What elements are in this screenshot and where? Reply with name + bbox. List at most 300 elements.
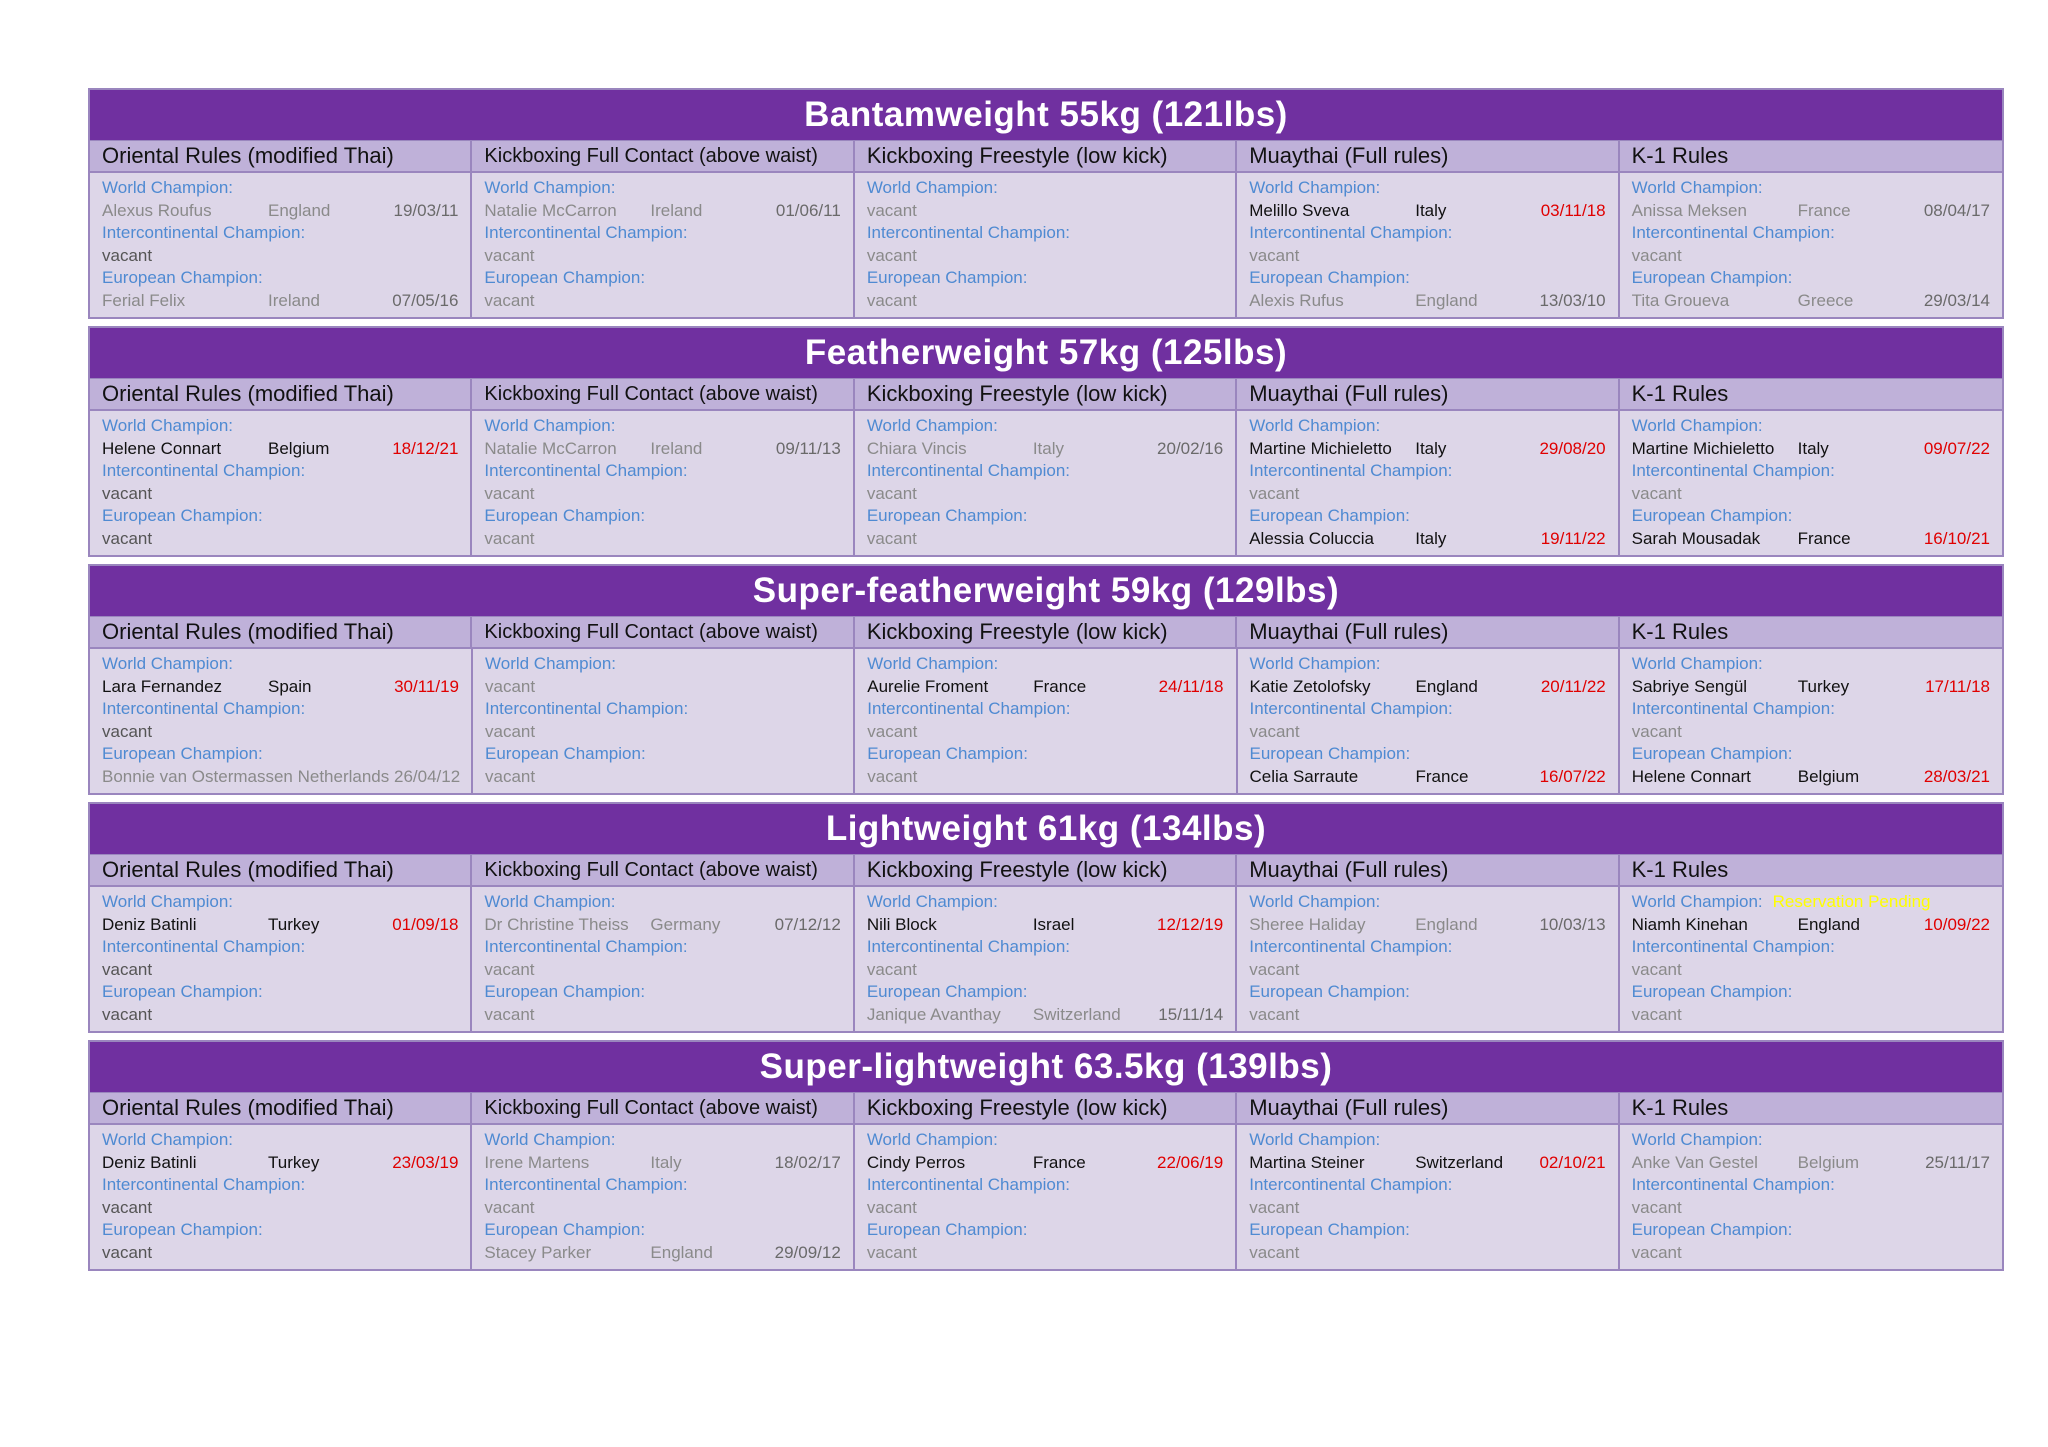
vacant-text: vacant [484, 483, 535, 503]
champions-cell [90, 649, 473, 793]
title-date: 10/03/13 [1539, 914, 1606, 934]
weight-division [88, 1040, 2004, 1271]
rules-header: Muaythai (Full rules) [1237, 617, 1619, 647]
champion-name: Deniz Batinli [102, 914, 197, 934]
champion-name: Anke Van Gestel [1631, 1152, 1758, 1172]
champion-name: Natalie McCarron [484, 438, 617, 458]
european-champion-label [484, 267, 840, 290]
european-champion-label-text: European Champion: [102, 982, 263, 1001]
intercontinental-champion [102, 483, 458, 506]
vacant-text: vacant [1249, 1004, 1300, 1024]
champion-country: Ireland [650, 438, 703, 458]
rules-header-row [90, 378, 2002, 411]
european-champion-label [1632, 505, 1990, 528]
world-champion-label [1249, 415, 1605, 438]
intercontinental-champion-label [102, 460, 458, 483]
intercontinental-champion-label [484, 1174, 840, 1197]
champion-name: Stacey Parker [484, 1242, 592, 1262]
vacant-text: vacant [867, 766, 918, 786]
vacant-text: vacant [102, 528, 153, 548]
champion-country: Switzerland [1415, 1152, 1504, 1172]
european-champion-label [1632, 981, 1990, 1004]
champion-name: Cindy Perros [866, 1152, 966, 1172]
intercontinental-champion-label [1249, 936, 1605, 959]
champion-name: Nili Block [866, 914, 937, 934]
world-champion [1249, 914, 1605, 937]
intercontinental-champion-label-text: Intercontinental Champion: [1249, 1175, 1453, 1194]
title-rankings-page [88, 88, 2004, 1278]
rules-header: Kickboxing Freestyle (low kick) [855, 1093, 1237, 1123]
european-champion-label-text: European Champion: [102, 1220, 263, 1239]
intercontinental-champion-label [867, 460, 1223, 483]
world-champion-label [1632, 653, 1990, 676]
intercontinental-champion [102, 1197, 458, 1220]
vacant-text: vacant [1249, 721, 1300, 741]
intercontinental-champion-label [867, 698, 1223, 721]
european-champion-label [867, 743, 1223, 766]
title-date: 09/07/22 [1923, 438, 1991, 458]
european-champion [1632, 766, 1990, 789]
world-champion-label [1632, 415, 1990, 438]
champion-name: Alessia Coluccia [1249, 528, 1374, 548]
intercontinental-champion-label-text: Intercontinental Champion: [102, 223, 306, 242]
champions-cell [90, 1125, 472, 1269]
rules-header: Muaythai (Full rules) [1237, 1093, 1619, 1123]
title-date: 23/03/19 [392, 1152, 459, 1172]
european-champion [102, 1242, 458, 1265]
title-date: 07/12/12 [774, 914, 841, 934]
european-champion [102, 528, 458, 551]
world-champion [1249, 200, 1605, 223]
european-champion [867, 1242, 1223, 1265]
champions-cell [1620, 1125, 2002, 1269]
intercontinental-champion-label-text: Intercontinental Champion: [102, 937, 306, 956]
intercontinental-champion-label-text: Intercontinental Champion: [485, 699, 689, 718]
european-champion [1249, 1242, 1605, 1265]
title-date: 20/02/16 [1157, 438, 1224, 458]
champion-country: Ireland [650, 200, 703, 220]
european-champion-label [1632, 743, 1990, 766]
champion-country: England [1797, 914, 1861, 934]
world-champion-label [102, 891, 458, 914]
champion-country: Germany [650, 914, 721, 934]
intercontinental-champion-label-text: Intercontinental Champion: [1249, 937, 1453, 956]
european-champion-label-text: European Champion: [1631, 1220, 1793, 1239]
title-date: 19/11/22 [1540, 528, 1606, 548]
title-date: 02/10/21 [1539, 1152, 1606, 1172]
champions-cell [473, 649, 855, 793]
world-champion-label [102, 415, 458, 438]
world-champion-label [484, 177, 840, 200]
champions-cell [1237, 1125, 1619, 1269]
world-champion-label [102, 653, 459, 676]
champion-name: Martine Michieletto [1249, 438, 1392, 458]
world-champion [867, 200, 1223, 223]
european-champion [1632, 1242, 1990, 1265]
champions-cell [855, 887, 1237, 1031]
european-champion [867, 290, 1223, 313]
champion-country: England [1415, 914, 1478, 934]
intercontinental-champion-label [1249, 1174, 1605, 1197]
title-date: 15/11/14 [1158, 1004, 1224, 1024]
rules-header: Oriental Rules (modified Thai) [90, 1093, 472, 1123]
title-date: 24/11/18 [1158, 676, 1224, 696]
intercontinental-champion [1632, 245, 1990, 268]
european-champion-label-text: European Champion: [1631, 506, 1793, 525]
european-champion-label [867, 267, 1223, 290]
rules-header: Oriental Rules (modified Thai) [90, 855, 472, 885]
champion-name: Ferial Felix [102, 290, 186, 310]
world-champion-label-text: World Champion: [866, 416, 998, 435]
champion-name: Martine Michieletto [1631, 438, 1775, 458]
world-champion-label [1632, 177, 1990, 200]
title-date: 19/03/11 [393, 200, 459, 220]
european-champion-label [102, 981, 458, 1004]
rules-header: Kickboxing Full Contact (above waist) [472, 855, 854, 885]
intercontinental-champion [1250, 721, 1606, 744]
champion-name: Martina Steiner [1249, 1152, 1365, 1172]
world-champion-label [1250, 653, 1606, 676]
champions-cell [1620, 887, 2002, 1031]
world-champion-label [867, 177, 1223, 200]
champions-cell [1237, 887, 1619, 1031]
champion-name: Chiara Vincis [866, 438, 967, 458]
european-champion-label-text: European Champion: [1249, 1220, 1410, 1239]
intercontinental-champion-label [102, 698, 459, 721]
vacant-text: vacant [485, 721, 536, 741]
european-champion-label [1249, 981, 1605, 1004]
rules-header: Oriental Rules (modified Thai) [90, 141, 472, 171]
european-champion-label-text: European Champion: [1249, 506, 1410, 525]
rules-header: K-1 Rules [1631, 381, 1729, 406]
world-champion-label-text: World Champion: [1631, 892, 1763, 911]
world-champion-label [1632, 1129, 1990, 1152]
intercontinental-champion [1632, 959, 1990, 982]
rules-header: Kickboxing Freestyle (low kick) [855, 855, 1237, 885]
world-champion [1632, 676, 1990, 699]
intercontinental-champion [1249, 959, 1605, 982]
european-champion-label [1249, 1219, 1605, 1242]
european-champion [102, 290, 458, 313]
champions-row [90, 887, 2002, 1031]
vacant-text: vacant [867, 721, 918, 741]
european-champion-label-text: European Champion: [485, 744, 646, 763]
european-champion-label-text: European Champion: [866, 506, 1028, 525]
champions-cell [855, 173, 1237, 317]
intercontinental-champion-label [867, 1174, 1223, 1197]
world-champion-label [484, 1129, 840, 1152]
champions-cell [472, 887, 854, 1031]
champion-name: Deniz Batinli [102, 1152, 197, 1172]
european-champion-label [485, 743, 841, 766]
vacant-text: vacant [1631, 959, 1682, 979]
champion-country: Greece [1797, 290, 1854, 310]
rules-header-row [90, 1092, 2002, 1125]
world-champion-label-text: World Champion: [102, 178, 234, 197]
intercontinental-champion-label-text: Intercontinental Champion: [102, 461, 306, 480]
european-champion-label [484, 1219, 840, 1242]
champion-name: Anissa Meksen [1631, 200, 1747, 220]
champion-country: Spain [268, 676, 312, 696]
vacant-text: vacant [485, 676, 536, 696]
champions-row [90, 411, 2002, 555]
european-champion-label-text: European Champion: [1631, 268, 1793, 287]
rules-header: Kickboxing Freestyle (low kick) [855, 141, 1237, 171]
intercontinental-champion [1632, 721, 1990, 744]
rules-header: Muaythai (Full rules) [1237, 141, 1619, 171]
european-champion-label-text: European Champion: [1249, 268, 1410, 287]
champion-name: Janique Avanthay [866, 1004, 1001, 1024]
champion-country: Ireland [268, 290, 320, 310]
european-champion [867, 766, 1223, 789]
intercontinental-champion [867, 245, 1223, 268]
title-date: 17/11/18 [1925, 676, 1990, 696]
champions-cell [1237, 173, 1619, 317]
vacant-text: vacant [1631, 1197, 1682, 1217]
champion-entry: Bonnie van Ostermassen Netherlands 26/04/12 [102, 766, 461, 786]
world-champion-label [1249, 177, 1605, 200]
champion-country: Italy [1032, 438, 1064, 458]
world-champion [484, 1152, 840, 1175]
champion-name: Natalie McCarron [484, 200, 617, 220]
intercontinental-champion-label-text: Intercontinental Champion: [866, 1175, 1070, 1194]
intercontinental-champion-label [102, 222, 458, 245]
european-champion-label-text: European Champion: [102, 506, 263, 525]
intercontinental-champion [484, 245, 840, 268]
world-champion-label-text: World Champion: [102, 654, 234, 673]
european-champion-label [1249, 505, 1605, 528]
champions-cell [472, 1125, 854, 1269]
champions-cell [472, 173, 854, 317]
european-champion-label [484, 505, 840, 528]
vacant-text: vacant [1249, 483, 1300, 503]
champion-country: France [1033, 676, 1087, 696]
intercontinental-champion-label [1632, 222, 1990, 245]
vacant-text: vacant [102, 245, 153, 265]
rules-header: Kickboxing Freestyle (low kick) [855, 379, 1237, 409]
world-champion-label-text: World Champion: [484, 892, 616, 911]
champions-cell [1620, 411, 2002, 555]
intercontinental-champion [1249, 245, 1605, 268]
european-champion-label [102, 267, 458, 290]
intercontinental-champion-label [867, 222, 1223, 245]
title-date: 16/07/22 [1539, 766, 1606, 786]
european-champion [484, 1004, 840, 1027]
world-champion-label-text: World Champion: [102, 892, 234, 911]
world-champion [484, 438, 840, 461]
title-date: 25/11/17 [1925, 1152, 1991, 1172]
champion-name: Sheree Haliday [1249, 914, 1366, 934]
vacant-text: vacant [484, 245, 535, 265]
world-champion [1632, 914, 1990, 937]
world-champion-label [1249, 891, 1605, 914]
champion-country: France [1797, 200, 1851, 220]
intercontinental-champion-label [484, 460, 840, 483]
world-champion [1632, 1152, 1990, 1175]
title-date: 10/09/22 [1923, 914, 1991, 934]
vacant-text: vacant [484, 290, 535, 310]
champion-country: Italy [650, 1152, 682, 1172]
world-champion-label-text: World Champion: [102, 416, 234, 435]
intercontinental-champion-label [1249, 222, 1605, 245]
champion-country: Italy [1415, 528, 1447, 548]
champion-name: Katie Zetolofsky [1249, 676, 1371, 696]
intercontinental-champion-label [1632, 460, 1990, 483]
european-champion [1249, 528, 1605, 551]
rules-header: Muaythai (Full rules) [1237, 855, 1619, 885]
vacant-text: vacant [102, 1242, 153, 1262]
rules-header: Kickboxing Full Contact (above waist) [472, 379, 854, 409]
european-champion-label [867, 505, 1223, 528]
intercontinental-champion-label-text: Intercontinental Champion: [484, 937, 688, 956]
intercontinental-champion-label-text: Intercontinental Champion: [1631, 1175, 1835, 1194]
rules-header: K-1 Rules [1631, 619, 1729, 644]
champions-cell [472, 411, 854, 555]
european-champion-label [102, 505, 458, 528]
world-champion [867, 438, 1223, 461]
intercontinental-champion [1632, 1197, 1990, 1220]
intercontinental-champion-label [102, 1174, 458, 1197]
title-date: 28/03/21 [1923, 766, 1990, 786]
vacant-text: vacant [1249, 1242, 1300, 1262]
intercontinental-champion [484, 959, 840, 982]
title-date: 08/04/17 [1923, 200, 1991, 220]
intercontinental-champion-label-text: Intercontinental Champion: [1249, 223, 1453, 242]
champion-country: England [1415, 676, 1478, 696]
world-champion-label-text: World Champion: [866, 178, 998, 197]
vacant-text: vacant [866, 245, 917, 265]
vacant-text: vacant [866, 959, 917, 979]
intercontinental-champion [867, 483, 1223, 506]
rules-header: K-1 Rules [1631, 143, 1729, 168]
weight-division [88, 326, 2004, 557]
vacant-text: vacant [1631, 1004, 1682, 1024]
world-champion-label [484, 415, 840, 438]
european-champion-label-text: European Champion: [484, 1220, 646, 1239]
vacant-text: vacant [1631, 721, 1682, 741]
intercontinental-champion-label [484, 222, 840, 245]
champion-country: Turkey [268, 914, 320, 934]
world-champion [102, 914, 458, 937]
champions-cell [90, 411, 472, 555]
title-date: 13/03/10 [1539, 290, 1606, 310]
rules-header-row [90, 140, 2002, 173]
european-champion [1249, 1004, 1605, 1027]
intercontinental-champion-label [1632, 698, 1990, 721]
european-champion [867, 528, 1223, 551]
world-champion-label-text: World Champion: [1249, 1130, 1381, 1149]
vacant-text: vacant [866, 1242, 917, 1262]
vacant-text: vacant [1631, 245, 1682, 265]
european-champion [102, 1004, 458, 1027]
title-date: 22/06/19 [1157, 1152, 1224, 1172]
champion-country: Italy [1415, 438, 1447, 458]
european-champion-label [102, 743, 459, 766]
intercontinental-champion-label [485, 698, 841, 721]
division-title: Featherweight 57kg (125lbs) [90, 328, 2002, 378]
world-champion [1632, 200, 1990, 223]
vacant-text: vacant [1249, 1197, 1300, 1217]
european-champion-label-text: European Champion: [102, 744, 263, 763]
champion-name: Melillo Sveva [1249, 200, 1350, 220]
champion-country: Turkey [1797, 676, 1850, 696]
intercontinental-champion-label-text: Intercontinental Champion: [484, 1175, 688, 1194]
european-champion-label-text: European Champion: [866, 982, 1028, 1001]
champions-cell [90, 173, 472, 317]
champion-name: Tita Groueva [1631, 290, 1730, 310]
european-champion-label [1250, 743, 1606, 766]
vacant-text: vacant [102, 483, 153, 503]
title-date: 30/11/19 [394, 676, 459, 696]
world-champion-label-text: World Champion: [102, 1130, 234, 1149]
european-champion-label [867, 981, 1223, 1004]
intercontinental-champion [867, 1197, 1223, 1220]
world-champion-label [867, 653, 1223, 676]
vacant-text: vacant [866, 483, 917, 503]
vacant-text: vacant [866, 1197, 917, 1217]
intercontinental-champion-label-text: Intercontinental Champion: [102, 699, 306, 718]
european-champion-label [867, 1219, 1223, 1242]
world-champion [102, 200, 458, 223]
rules-header: Kickboxing Full Contact (above waist) [472, 141, 854, 171]
intercontinental-champion-label-text: Intercontinental Champion: [866, 461, 1070, 480]
world-champion-label [1249, 1129, 1605, 1152]
vacant-text: vacant [484, 959, 535, 979]
world-champion-label [102, 177, 458, 200]
intercontinental-champion [1249, 483, 1605, 506]
world-champion-label-text: World Champion: [1249, 892, 1381, 911]
european-champion [867, 1004, 1223, 1027]
champion-name: Irene Martens [484, 1152, 590, 1172]
world-champion [867, 914, 1223, 937]
intercontinental-champion-label-text: Intercontinental Champion: [1249, 461, 1453, 480]
champion-country: Italy [1415, 200, 1447, 220]
world-champion-label-text: World Champion: [867, 654, 999, 673]
champion-country: England [650, 1242, 713, 1262]
european-champion-label [1632, 267, 1990, 290]
champion-country: England [268, 200, 331, 220]
european-champion-label-text: European Champion: [1631, 982, 1793, 1001]
intercontinental-champion-label-text: Intercontinental Champion: [102, 1175, 306, 1194]
champions-cell [90, 887, 472, 1031]
intercontinental-champion-label-text: Intercontinental Champion: [866, 223, 1070, 242]
european-champion [1632, 528, 1990, 551]
european-champion-label-text: European Champion: [866, 1220, 1028, 1239]
champions-row [90, 649, 2002, 793]
champion-name: Niamh Kinehan [1631, 914, 1748, 934]
intercontinental-champion [867, 721, 1223, 744]
vacant-text: vacant [102, 721, 153, 741]
title-date: 09/11/13 [775, 438, 841, 458]
champions-row [90, 173, 2002, 317]
champion-name: Helene Connart [102, 438, 222, 458]
european-champion [1632, 290, 1990, 313]
intercontinental-champion-label [1250, 698, 1606, 721]
world-champion [484, 914, 840, 937]
world-champion [867, 1152, 1223, 1175]
world-champion [1249, 438, 1605, 461]
title-date: 12/12/19 [1157, 914, 1224, 934]
intercontinental-champion [102, 245, 458, 268]
european-champion-label-text: European Champion: [102, 268, 263, 287]
intercontinental-champion [485, 721, 841, 744]
world-champion [1632, 438, 1990, 461]
world-champion-label [484, 891, 840, 914]
world-champion-label [485, 653, 841, 676]
world-champion-label [102, 1129, 458, 1152]
world-champion-label-text: World Champion: [485, 654, 617, 673]
title-date: 01/09/18 [392, 914, 459, 934]
